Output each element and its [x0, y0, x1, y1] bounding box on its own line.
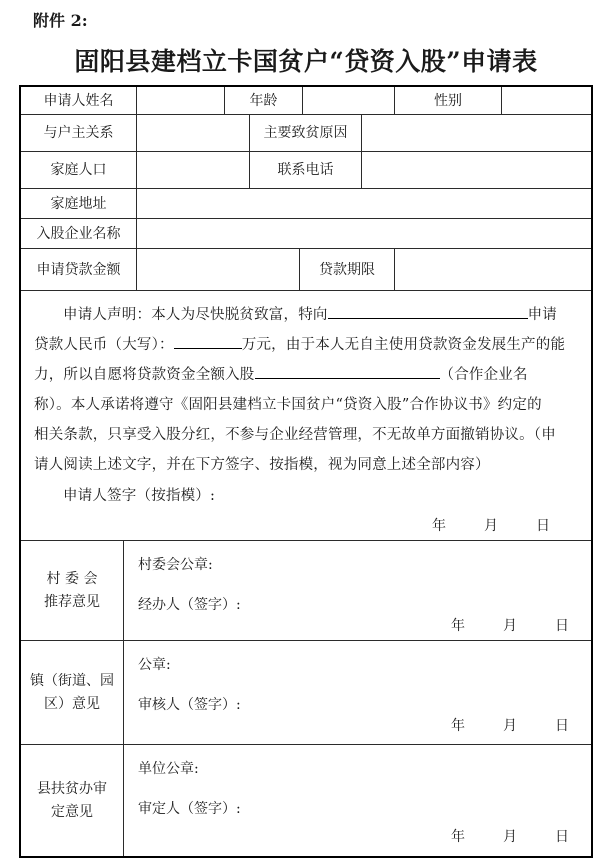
town-opinion-label: 镇（街道、园 区）意见: [21, 641, 124, 744]
loan-term-value-cell: [395, 249, 591, 290]
declaration-line-2: 贷款人民币（大写）： 万元，由于本人无自主使用贷款资金发展生产的能: [34, 330, 578, 360]
row-village-committee-opinion: [21, 541, 591, 641]
county-office-content: [124, 745, 591, 856]
date-year-label: 年: [451, 829, 465, 845]
row-family-phone: [21, 152, 591, 189]
county-office-label: 县扶贫办审 定意见: [21, 745, 124, 856]
gender-value-cell: [502, 87, 591, 114]
family-size-value-cell: [137, 152, 250, 188]
applicant-name-label: 申请人姓名: [21, 87, 137, 114]
date-day-label: 日: [555, 718, 569, 734]
county-signer-label: 审定人（签字）:: [138, 801, 241, 817]
applicant-signature-label: 申请人签字（按指模）:: [63, 488, 216, 504]
family-size-label: 家庭人口: [21, 152, 137, 188]
row-county-office-opinion: [21, 745, 591, 856]
row-applicant-basic: [21, 87, 591, 115]
phone-value-cell: [362, 152, 591, 188]
application-form-table: [19, 85, 593, 858]
age-value-cell: [303, 87, 395, 114]
declaration-text: [21, 291, 591, 540]
date-year-label: 年: [451, 718, 465, 734]
village-committee-content: [124, 541, 591, 640]
fill-in-blank-amount: [174, 334, 242, 349]
loan-term-label: 贷款期限: [300, 249, 395, 290]
row-loan: [21, 249, 591, 291]
date-day-label: 日: [555, 829, 569, 845]
applicant-name-value-cell: [137, 87, 225, 114]
fill-in-blank-lender: [328, 304, 528, 319]
date-day-label: 日: [555, 618, 569, 634]
enterprise-value-cell: [137, 219, 591, 248]
date-year-label: 年: [451, 618, 465, 634]
declaration-line-1: 申请人声明：本人为尽快脱贫致富，特向 申请: [34, 300, 578, 330]
row-declaration: [21, 291, 591, 541]
declaration-line-4: 称）。本人承诺将遵守《固阳县建档立卡国贫户“贷资入股”合作协议书》约定的: [34, 397, 542, 413]
row-relation-cause: [21, 115, 591, 152]
date-month-label: 月: [503, 718, 517, 734]
attachment-label: 附件 2:: [33, 11, 88, 30]
address-label: 家庭地址: [21, 189, 137, 218]
town-signer-label: 审核人（签字）:: [138, 697, 241, 713]
relation-label: 与户主关系: [21, 115, 137, 151]
date-day-label: 日: [536, 518, 550, 534]
county-date-line: [138, 826, 591, 846]
date-month-label: 月: [503, 829, 517, 845]
loan-amount-value-cell: [137, 249, 300, 290]
town-opinion-content: [124, 641, 591, 744]
row-town-opinion: [21, 641, 591, 745]
page-title: 固阳县建档立卡国贫户“贷资入股”申请表: [74, 47, 538, 76]
phone-label: 联系电话: [250, 152, 362, 188]
row-enterprise: [21, 219, 591, 249]
date-month-label: 月: [484, 518, 498, 534]
row-address: [21, 189, 591, 219]
county-seal-label: 单位公章:: [138, 761, 199, 777]
declaration-line-3: 力，所以自愿将贷款资金全额入股 （合作企业名: [34, 360, 578, 390]
declaration-date-line: [34, 511, 578, 541]
date-year-label: 年: [432, 518, 446, 534]
loan-amount-label: 申请贷款金额: [21, 249, 137, 290]
gender-label: 性别: [395, 87, 502, 114]
village-date-line: [138, 615, 591, 635]
town-seal-label: 公章:: [138, 657, 171, 673]
fill-in-blank-enterprise: [255, 364, 440, 379]
declaration-line-5: 相关条款，只享受入股分红，不参与企业经营管理，不无故单方面撤销协议。（申: [34, 427, 556, 443]
town-date-line: [138, 715, 591, 735]
age-label: 年龄: [225, 87, 303, 114]
declaration-line-6: 请人阅读上述文字，并在下方签字、按指模，视为同意上述全部内容）: [34, 457, 490, 473]
village-committee-label: 村 委 会 推荐意见: [21, 541, 124, 640]
enterprise-label: 入股企业名称: [21, 219, 137, 248]
poverty-cause-label: 主要致贫原因: [250, 115, 362, 151]
poverty-cause-value-cell: [362, 115, 591, 151]
village-seal-label: 村委会公章:: [138, 557, 213, 573]
village-signer-label: 经办人（签字）:: [138, 597, 241, 613]
date-month-label: 月: [503, 618, 517, 634]
relation-value-cell: [137, 115, 250, 151]
address-value-cell: [137, 189, 591, 218]
